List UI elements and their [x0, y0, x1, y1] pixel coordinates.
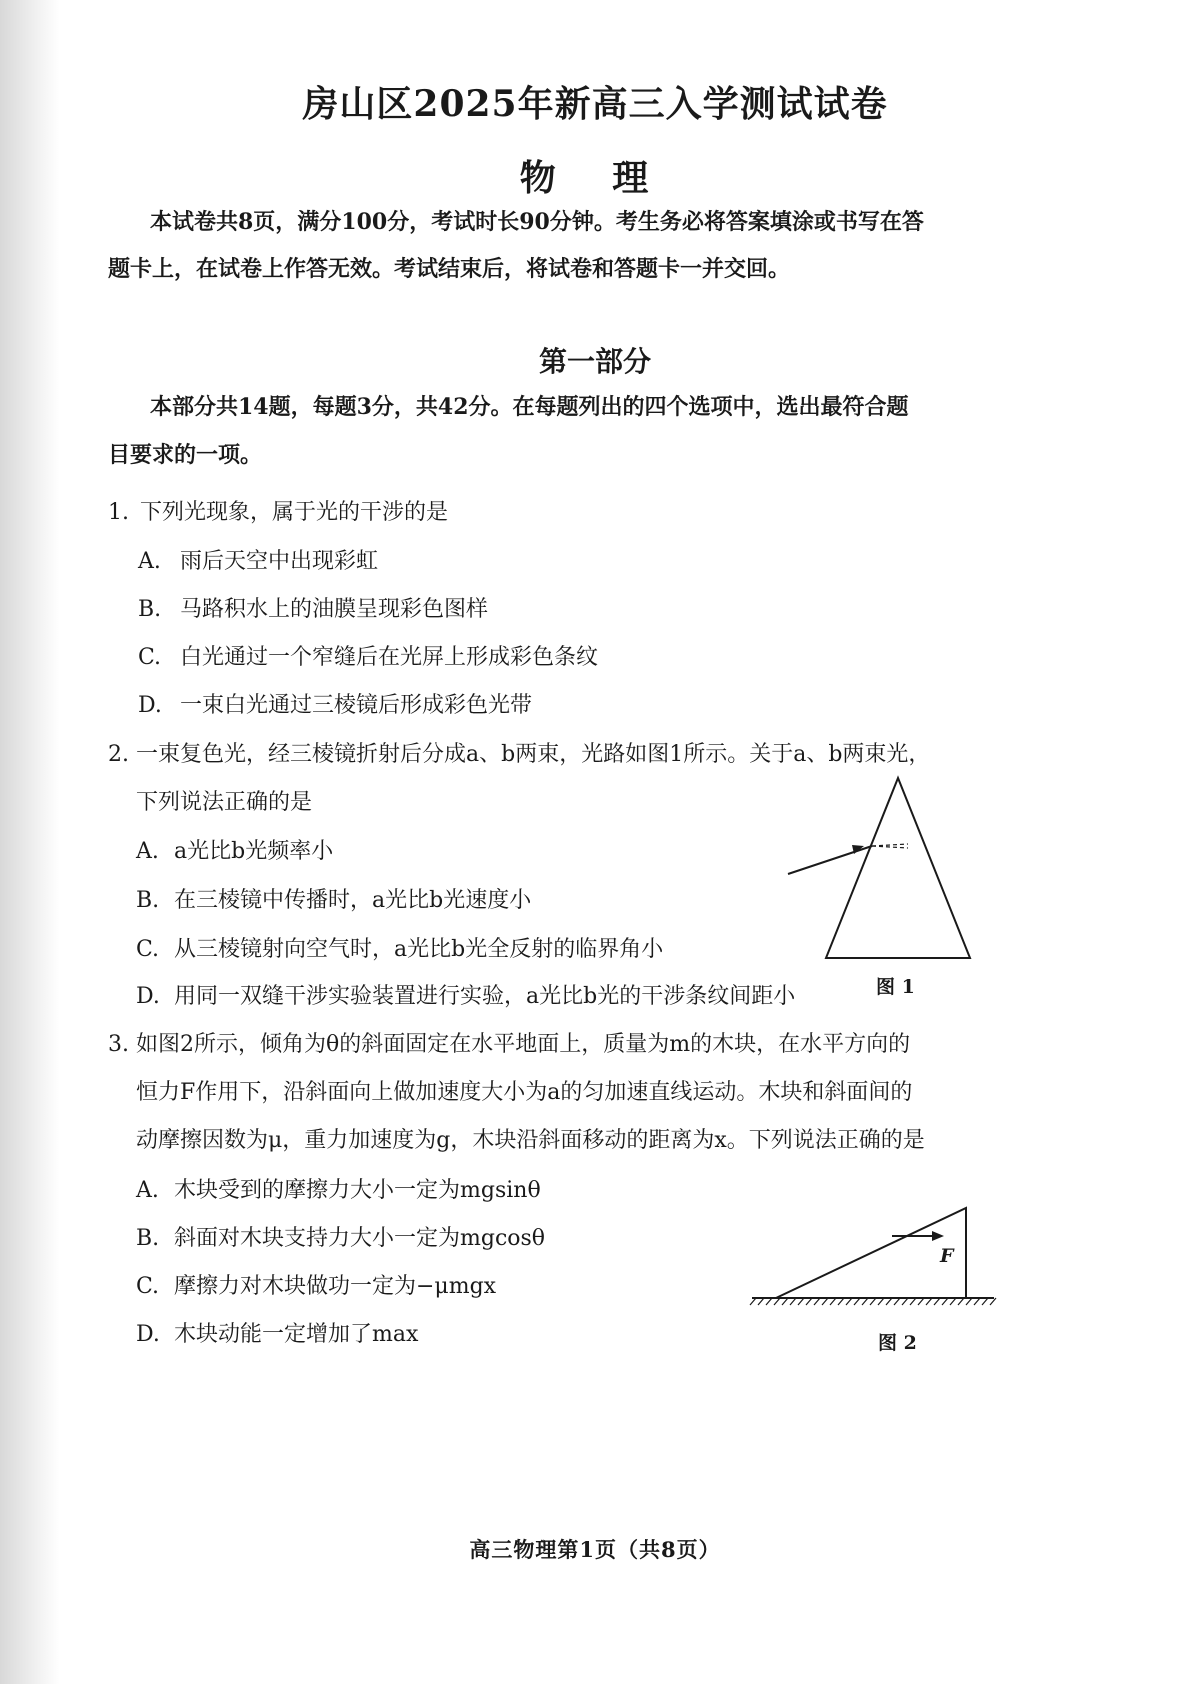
page-footer: 高三物理第1页（共8页） [469, 1537, 721, 1562]
question-stem-line-3: 动摩擦因数为μ，重力加速度为g，木块沿斜面移动的距离为x。下列说法正确的是 [136, 1128, 925, 1153]
question-stem-line-1: 如图2所示，倾角为θ的斜面固定在水平地面上，质量为m的木块，在水平方向的 [136, 1032, 911, 1057]
option-text: 在三棱镜中传播时，a光比b光速度小 [174, 888, 532, 913]
question-stem-line-2: 恒力F作用下，沿斜面向上做加速度大小为a的匀加速直线运动。木块和斜面间的 [136, 1080, 913, 1105]
ground-hatching [750, 1298, 996, 1305]
instructions-line-1: 本试卷共8页，满分100分，考试时长90分钟。考生务必将答案填涂或书写在答 [150, 209, 924, 235]
figure-1-label: 图 1 [876, 976, 915, 998]
prism-triangle [826, 778, 970, 958]
option-text: 雨后天空中出现彩虹 [180, 549, 379, 574]
option-letter: C. [136, 1274, 160, 1299]
question-number: 3. [108, 1032, 129, 1057]
question-number: 2. [108, 742, 129, 767]
section-desc-line-1: 本部分共14题，每题3分，共42分。在每题列出的四个选项中，选出最符合题 [150, 394, 909, 420]
option-text: 从三棱镜射向空气时，a光比b光全反射的临界角小 [174, 937, 664, 962]
option-text: 马路积水上的油膜呈现彩色图样 [180, 597, 489, 622]
option-letter: C. [138, 645, 162, 670]
option-letter: B. [138, 597, 162, 622]
question-stem-line-2: 下列说法正确的是 [136, 790, 313, 815]
option-letter: B. [136, 888, 160, 913]
option-letter: D. [136, 984, 160, 1009]
option-text: a光比b光频率小 [174, 839, 334, 864]
section-title: 第一部分 [538, 345, 651, 378]
instructions-line-2: 题卡上，在试卷上作答无效。考试结束后，将试卷和答题卡一并交回。 [108, 256, 791, 282]
section-desc-line-2: 目要求的一项。 [108, 442, 263, 468]
figure-2-incline [748, 1200, 998, 1310]
option-letter: B. [136, 1226, 160, 1251]
option-text: 白光通过一个窄缝后在光屏上形成彩色条纹 [180, 645, 599, 670]
option-letter: C. [136, 937, 160, 962]
question-stem-line-1: 一束复色光，经三棱镜折射后分成a、b两束，光路如图1所示。关于a、b两束光， [136, 742, 931, 767]
figure-1-prism [780, 768, 980, 968]
option-text: 木块动能一定增加了max [174, 1322, 419, 1347]
option-letter: D. [136, 1322, 160, 1347]
option-letter: D. [138, 693, 162, 718]
incline-wedge [776, 1208, 966, 1298]
refracted-ray-b [872, 846, 908, 848]
question-stem: 下列光现象，属于光的干涉的是 [140, 500, 449, 525]
exam-title: 房山区2025年新高三入学测试试卷 [302, 83, 888, 125]
option-letter: A. [138, 549, 161, 574]
option-text: 用同一双缝干涉实验装置进行实验，a光比b光的干涉条纹间距小 [174, 984, 796, 1009]
force-label: F [940, 1245, 954, 1267]
question-number: 1. [108, 500, 129, 525]
incident-ray [788, 846, 872, 874]
option-letter: A. [136, 1178, 159, 1203]
option-text: 斜面对木块支持力大小一定为mgcosθ [174, 1226, 546, 1251]
option-text: 摩擦力对木块做功一定为−μmgx [174, 1274, 497, 1299]
refracted-ray-a [872, 844, 908, 846]
option-text: 一束白光通过三棱镜后形成彩色光带 [180, 693, 533, 718]
option-text: 木块受到的摩擦力大小一定为mgsinθ [174, 1178, 541, 1203]
subject-title: 物 理 [519, 157, 671, 199]
page-shadow-edge [0, 0, 60, 1684]
option-letter: A. [136, 839, 159, 864]
figure-2-label: 图 2 [878, 1332, 917, 1354]
force-arrowhead [932, 1231, 944, 1241]
